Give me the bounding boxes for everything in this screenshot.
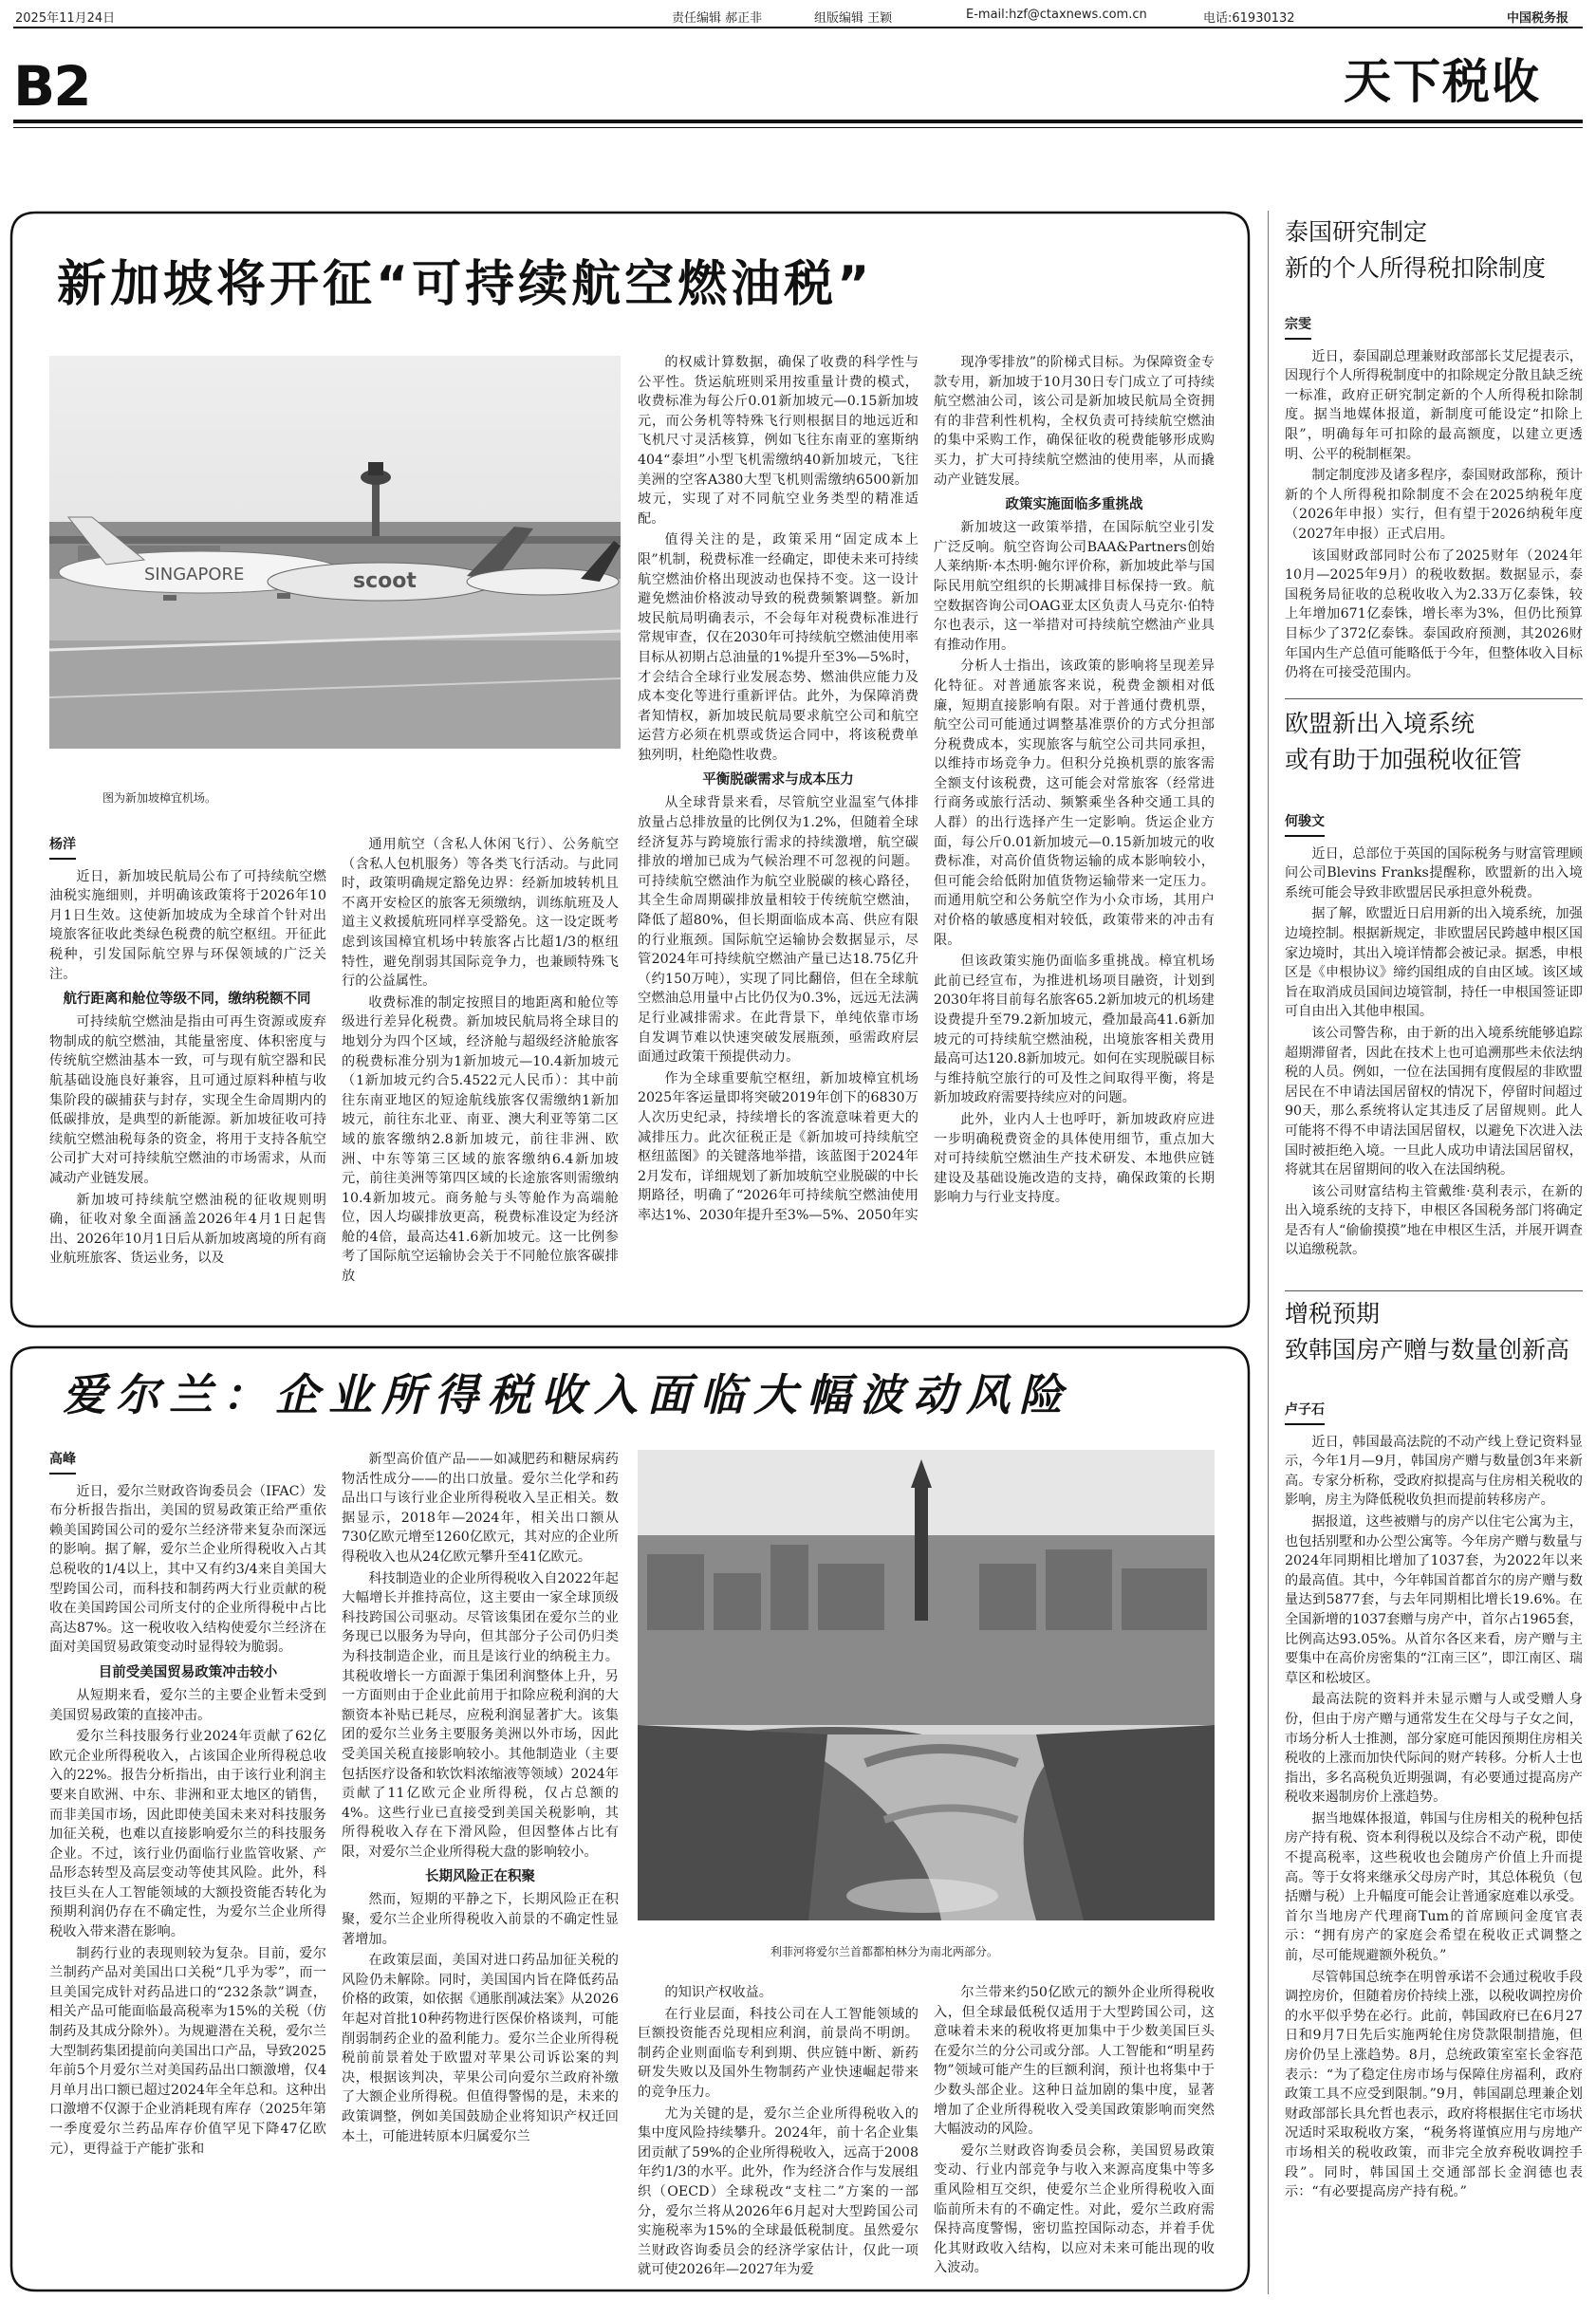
contact-email: E-mail:hzf@ctaxnews.com.cn <box>966 8 1147 22</box>
paragraph: 爱尔兰财政咨询委员会称，美国贸易政策变动、行业内部竞争与收入来源高度集中等多重风险相互交织，使爱尔兰企业所得税收入面临前所未有的不确定性。对此，爱尔兰政府需保持高度警惕，密切监控国际动态，并着手优化其财政收入结构，以应对未来可能出现的收入波动。 <box>934 2142 1215 2276</box>
paragraph: 可持续航空燃油是指由可再生资源或废弃物制成的航空燃油，其能量密度、体积密度与传统航空燃油基本一致，可与现有航空器和民航基础设施良好兼容，且可通过原料种植与收集阶段的碳捕获与封存，实现全生命周期内的低碳排放，是典型的新能源。新加坡征收可持续航空燃油税每条的资金，将用于支持各航空公司扩大对可持续航空燃油的市场需求，从而减动产业链发展。 <box>49 1014 326 1186</box>
paragraph: 近日，韩国最高法院的不动产线上登记资料显示，今年1月—9月，韩国房产赠与数量创3年来新高。专家分析称，受政府拟提高与住房相关税收的影响，房主为降低税收负担而提前转移房产。 <box>1285 1434 1583 1509</box>
side2-body <box>1285 812 1583 1287</box>
side2-title-line1: 欧盟新出入境系统 <box>1285 710 1475 737</box>
paragraph: 制定制度涉及诸多程序，泰国财政部称，预计新的个人所得税扣除制度不会在2025纳税年度（2026年申报）实行，但有望于2026纳税年度（2027年申报）正式启用。 <box>1285 468 1583 542</box>
paragraph: 此外，业内人士也呼吁，新加坡政府应进一步明确税费资金的具体使用细节，重点加大对可持续航空燃油生产技术研发、本地供应链建设及基础设施改造的支持，确保政策的长期影响力与行业支持度。 <box>934 1111 1215 1206</box>
side3-title-line1: 增税预期 <box>1285 1300 1381 1327</box>
paragraph: 现净零排放”的阶梯式目标。为保障资金专款专用，新加坡于10月30日专门成立了可持续航空燃油公司，该公司是新加坡民航局全资拥有的非营利性机构，全权负责可持续航空燃油的集中采购工作，确保征收的税费能够形成购买力，扩大可持续航空燃油的使用率，从而撬动产业链发展。 <box>934 355 1215 488</box>
contact-phone: 电话:61930132 <box>1203 11 1295 26</box>
section-rule-thick <box>13 120 1583 123</box>
side1-body <box>1285 315 1583 695</box>
sidebar-rule-1 <box>1285 698 1583 699</box>
paragraph: 但该政策实施仍面临多重挑战。樟宜机场此前已经宣布，为推进机场项目融资，计划到2030年将目前每名旅客65.2新加坡元的机场建设费提升至79.2新加坡元，叠加最高41.6新加坡元的可持续航空燃油税，出境旅客相关费用最高可达120.8新加坡元。如何在实现脱碳目标与维持航空旅行的可及性之间取得平衡，将是新加坡政府需要持续应对的问题。 <box>934 954 1215 1106</box>
side1-author: 宗雯 <box>1285 315 1311 340</box>
paragraph: 据报道，这些被赠与的房产以住宅公寓为主，也包括别墅和办公型公寓等。今年房产赠与数量与2024年同期相比增加了1037套，为2022年以来的最高值。其中，今年韩国首都首尔的房产赠与数量达到5877套，与去年同期相比增长19.6%。在全国新增的1037套赠与房产中，首尔占1965套，比例高达93.05%。从首尔各区来看，房产赠与主要集中在高价房密集的“江南三区”，即江南区、瑞草区和松坡区。 <box>1285 1513 1583 1686</box>
paragraph: 分析人士指出，该政策的影响将呈现差异化特征。对普通旅客来说，税费金额相对低廉，短期直接影响有限。对于普通付费机票，航空公司可能通过调整基准票价的方式分担部分税费成本，实现旅客与航空公司共同承担，以维持市场竞争力。但积分兑换机票的旅客需全额支付该税费，这可能会对常旅客（经常进行商务或旅行活动、频繁乘坐各种交通工具的人群）的出行选择产生一定影响。货运企业方面，每公斤0.01新加坡元—0.15新加坡元的收费标准，对高价值货物运输的成本影响较小，但可能会给低附加值货物运输带来一定压力。而通用航空和公务航空作为小众市场，其用户对价格的敏感度相对较低，政策带来的冲击有限。 <box>934 658 1215 948</box>
dublin-photo <box>638 1450 1215 1920</box>
article2-column-4 <box>934 1983 1215 2285</box>
paragraph: 在政策层面，美国对进口药品加征关税的风险仍未解除。同时，美国国内旨在降低药品价格的政策，如依据《通胀削减法案》从2026年起对首批10种药物进行医保价格谈判，可能削弱制药企业的盈利能力。爱尔兰企业所得税税前前景着处于欧盟对苹果公司诉讼案的判决，根据该判决，苹果公司向爱尔兰政府补缴了大额企业所得税。但值得警惕的是，未来的政策调整，例如美国鼓励企业将知识产权迁回本土，可能进转原本归属爱尔兰 <box>342 1953 619 2144</box>
editor-credit: 责任编辑 郝正非 <box>672 11 763 26</box>
paragraph: 爱尔兰科技服务行业2024年贡献了62亿欧元企业所得税收入，占该国企业所得税总收入的22%。报告分析指出，由于该行业利润主要来自欧洲、中东、非洲和亚太地区的销售，而非美国市场，因此即使美国未来对科技服务加征关税，也难以直接影响爱尔兰的科技服务企业。不过，该行业仍面临行业监管收紧、产品形态转型及高层变动等使其风险。此外，科技巨头在人工智能领域的大额投资能否转化为预期利润仍存在不确定性，为爱尔兰企业所得税收入带来潜在影响。 <box>49 1729 326 1940</box>
article2-subhead-2: 长期风险正在积聚 <box>425 1869 535 1885</box>
article1-column-4 <box>934 353 1215 1309</box>
section-rule-thin <box>13 127 1583 128</box>
svg-text:scoot: scoot <box>353 569 417 593</box>
article1-author: 杨洋 <box>49 835 76 860</box>
paragraph: 该公司财富结构主管戴维·莫利表示，在新的出入境系统的支持下，申根区各国税务部门将确定是否有人“偷偷摸摸”地在申根区生活，并展开调查以追缴税款。 <box>1285 1183 1583 1258</box>
paragraph: 制药行业的表现则较为复杂。目前，爱尔兰制药产品对美国出口关税“几乎为零”，而一旦美国完成针对药品进口的“232条款”调查，相关产品可能面临最高税率为15%的关税（仿制药及其成分除外）。为规避潜在关税，爱尔兰大型制药集团提前向美国出口产品，导致2025年前5个月爱尔兰对美国药品出口额激增，仅4月单月出口额已超过2024年全年总和。这种出口激增不仅源于企业消耗现有库存（2025年第一季度爱尔兰药品库存价值罕见下降47亿欧元），更得益于产能扩张和 <box>49 1945 326 2157</box>
side3-body <box>1285 1400 1583 2292</box>
section-title: 天下税收 <box>1344 53 1541 109</box>
paragraph: 近日，泰国副总理兼财政部部长艾尼提表示，因现行个人所得税制度中的扣除规定分散且缺乏统一标准，政府正研究制定新的个人所得税扣除制度。据当地媒体报道，新制度可能设定“扣除上限”，明确每年可扣除的最高额度，以建立更透明、公平的税制框架。 <box>1285 348 1583 462</box>
side2-author: 何骏文 <box>1285 812 1325 837</box>
side3-title-line2: 致韩国房产赠与数量创新高 <box>1285 1336 1570 1363</box>
paragraph: 从全球背景来看，尽管航空业温室气体排放量占总排放量的比例仅为1.2%，但随着全球经济复苏与跨境旅行需求的持续激增，航空碳排放的增加已成为气候治理不可忽视的问题。可持续航空燃油作为航空业脱碳的核心路径，其全生命周期碳排放量相较于传统航空燃油，降低了超80%，但长期面临成本高、供应有限的行业瓶颈。国际航空运输协会数据显示，尽管2024年可持续航空燃油产量已达18.75亿升（约150万吨），实现了同比翻倍，但在全球航空燃油总用量中占比仍仅为0.3%，远远无法满足行业减排需求。在此背景下，单纯依靠市场自发调节难以快速突破发展瓶颈，亟需政府层面通过政策干预提供动力。 <box>638 795 919 1066</box>
paragraph: 尽管韩国总统李在明曾承诺不会通过税收手段调控房价，但随着房价持续上涨，以税收调控房价的水平似乎势在必行。此前，韩国政府已在6月27日和9月7日先后实施两轮住房贷款限制措施，但房价仍呈上涨趋势。8月，总统政策室室长金容范表示：“为了稳定住房市场与保障住房福利，政府政策工具不应受到限制。”9月，韩国副总理兼企划财政部部长具允哲也表示，政府将根据住宅市场状况适时采取税收方案，“税务将谨慎应用与房地产市场相关的税收政策，而非完全放弃税收调控手段”。同时，韩国国土交通部部长金润德也表示：“有必要提高房产持有税。” <box>1285 1969 1583 2200</box>
article1-title: 新加坡将开征“可持续航空燃油税” <box>57 256 874 313</box>
side1-title-line2: 新的个人所得税扣除制度 <box>1285 254 1547 282</box>
issue-date: 2025年11月24日 <box>15 11 116 26</box>
paragraph: 然而，短期的平静之下，长期风险正在积聚，爱尔兰企业所得税收入前景的不确定性显著增加。 <box>342 1892 619 1947</box>
paragraph: 尤为关键的是，爱尔兰企业所得税收入的集中度风险持续攀升。2024年，前十名企业集团贡献了59%的企业所得税收入，远高于2008年约1/3的水平。此外，作为经济合作与发展组织（OECD）全球税改“支柱二”方案的一部分，爱尔兰将从2026年6月起对大型跨国公司实施税率为15%的全球最低税制度。虽然爱尔兰财政咨询委员会的经济学家估计，仅此一项就可使2026年—2027年为爱 <box>638 2105 919 2278</box>
paragraph: 近日，总部位于英国的国际税务与财富管理顾问公司Blevins Franks提醒称，欧盟新的出入境系统可能会导致非欧盟居民承担意外税费。 <box>1285 845 1583 900</box>
side1-title-line1: 泰国研究制定 <box>1285 218 1428 246</box>
paragraph: 新加坡可持续航空燃油税的征收规则明确，征收对象全面涵盖2026年4月1日起售出、2026年10月1日后从新加坡离境的所有商业航班旅客、货运业务，以及 <box>49 1192 326 1267</box>
paragraph: 近日，爱尔兰财政咨询委员会（IFAC）发布分析报告指出，美国的贸易政策正给严重依赖美国跨国公司的爱尔兰经济带来复杂而深远的影响。据了解，爱尔兰企业所得税收入占其总税收的1/4以上，其中又有约3/4来自美国大型跨国公司，而科技和制药两大行业贡献的税收在美国跨国公司所支付的企业所得税中占比高达87%。这一税收收入结构使爱尔兰经济在面对美国贸易政策变动时显得较为脆弱。 <box>49 1483 326 1656</box>
article1-column-3 <box>638 353 919 1309</box>
paragraph: 新型高价值产品——如减肥药和糖尿病药物活性成分——的出口放量。爱尔兰化学和药品出口与该行业企业所得税收入呈正相关。数据显示，2018年—2024年，相关出口额从730亿欧元增至1260亿欧元，其对应的企业所得税收入也从24亿欧元攀升至41亿欧元。 <box>342 1452 619 1565</box>
article1-column-2 <box>342 835 619 1309</box>
paragraph: 最高法院的资料并未显示赠与人或受赠人身份，但由于房产赠与通常发生在父母与子女之间，市场分析人士推测，部分家庭可能因预期住房相关税收的上涨而加快代际间的财产转移。分析人士也指出，多名高税负近期强调，有必要通过提高房产税收来遏制房价上涨趋势。 <box>1285 1692 1583 1806</box>
paragraph: 作为全球重要航空枢纽，新加坡樟宜机场2025年客运量即将突破2019年创下的6830万人次历史纪录，持续增长的客流意味着更大的减排压力。此次征税正是《新加坡可持续航空枢纽蓝图》的关键落地举措，该蓝图于2024年2月发布，详细规划了新加坡航空业脱碳的中长期路径，明确了“2026年可持续航空燃油使用率达1%、2030年提升至3%—5%、2050年实 <box>638 1070 919 1223</box>
article2-caption: 利菲河将爱尔兰首都都柏林分为南北两部分。 <box>770 1945 999 1958</box>
side2-title-line2: 或有助于加强税收征管 <box>1285 746 1523 773</box>
header-rule <box>13 27 1583 28</box>
paragraph: 该公司警告称，由于新的出入境系统能够追踪超期滞留者，因此在技术上也可追溯那些未依法纳税的人员。例如，一位在法国拥有度假屋的非欧盟居民在不申请法国居留权的情况下，停留时间超过90天，那么系统将认定其违反了居留规则。此人可能将不得不申请法国居留权，以避免下次进入法国时被拒绝入境。一旦此人成功申请法国居留权，将就其在居留期间的收入在法国纳税。 <box>1285 1025 1583 1178</box>
article1-subhead-2: 平衡脱碳需求与成本压力 <box>702 772 854 788</box>
sidebar-divider <box>1268 211 1269 2294</box>
article2-column-3 <box>638 1983 919 2285</box>
paragraph: 从短期来看，爱尔兰的主要企业暂未受到美国贸易政策的直接冲击。 <box>49 1687 326 1723</box>
paragraph: 近日，新加坡民航局公布了可持续航空燃油税实施细则，并明确该政策将于2026年10月1日生效。这使新加坡成为全球首个针对出境旅客征收此类绿色税费的航空枢纽。开征此税种，引发国际航空界与环保领域的广泛关注。 <box>49 868 326 982</box>
article1-caption: 图为新加坡樟宜机场。 <box>102 791 217 805</box>
article1-subhead-3: 政策实施面临多重挑战 <box>1005 497 1143 513</box>
side3-author: 卢子石 <box>1285 1400 1325 1425</box>
article1-column-1 <box>49 835 326 1309</box>
page-code: B2 <box>13 54 90 119</box>
paragraph: 科技制造业的企业所得税收入自2022年起大幅增长并推持高位，这主要由一家全球顶级科技跨国公司驱动。尽管该集团在爱尔兰的业务现已以服务为导向，但其部分子公司仍归类为科技制造企业，而且是该行业的纳税主力。其税收增长一方面源于集团利润整体上升，另一方面则由于企业此前用于扣除应税利润的大额资本补贴已耗尽，应税利润显著扩大。该集团的爱尔兰业务主要服务美洲以外市场，因此受美国关税直接影响较小。其他制造业（主要包括医疗设备和软饮料浓缩液等领域）2024年贡献了11亿欧元企业所得税，仅占总额的4%。这些行业已直接受到美国关税影响，其所得税收入存在下滑风险，但因整体占比有限，对爱尔兰企业所得税大盘的影响较小。 <box>342 1570 619 1860</box>
paragraph: 通用航空（含私人休闲飞行）、公务航空（含私人包机服务）等各类飞行活动。与此同时，政策明确规定豁免边界：经新加坡转机且不离开安检区的旅客无须缴纳，训练航班及人道主义救援航班同样享受豁免。这一设定既考虑到该国樟宜机场中转旅客占比超1/3的枢纽特性，避免削弱其国际竞争力，也兼顾特殊飞行的公益属性。 <box>342 837 619 990</box>
paragraph: 收费标准的制定按照目的地距离和舱位等级进行差异化税费。新加坡民航局将全球目的地划分为四个区域，经济舱与超级经济舱旅客的税费标准分别为1新加坡元—10.4新加坡元（1新加坡元约合5.4522元人民币）：其中前往东南亚地区的短途航线旅客仅需缴纳1新加坡元，前往东北亚、南亚、澳大利亚等第二区域的旅客缴纳2.8新加坡元，前往非洲、欧洲、中东等第三区域的旅客缴纳6.4新加坡元，前往美洲等第四区域的长途旅客则需缴纳10.4新加坡元。商务舱与头等舱作为高端舱位，因人均碳排放更高，税费标准设定为经济舱的4倍，最高达41.6新加坡元。这一比例参考了国际航空运输协会关于不同舱位旅客碳排放 <box>342 994 619 1285</box>
svg-text:SINGAPORE: SINGAPORE <box>144 565 245 584</box>
paragraph: 的知识产权收益。 <box>664 1985 772 2000</box>
paragraph: 尔兰带来约50亿欧元的额外企业所得税收入，但全球最低税仅适用于大型跨国公司，这意味着未来的税收将更加集中于少数美国巨头在爱尔兰的分公司或分部。人工智能和“明星药物”领域可能产生的巨额利润，预计也将集中于少数头部企业。这种日益加剧的集中度，显著增加了企业所得税收入受美国政策影响而突然大幅波动的风险。 <box>934 1985 1215 2138</box>
paragraph: 新加坡这一政策举措，在国际航空业引发广泛反响。航空咨询公司BAA&Partners创始人莱纳斯·本杰明·鲍尔评价称，新加坡此举与国际民用航空组织的长期减排目标保持一致。航空数据咨询公司OAG亚太区负责人马克尔·伯特尔也表示，这一举措对可持续航空燃油产业具有推动作用。 <box>934 520 1215 653</box>
paragraph: 据了解，欧盟近日启用新的出入境系统，加强边境控制。根据新规定，非欧盟居民跨越申根区国家边境时，其出入境详情都会被记录。据悉，申根区是《申根协议》缔约国组成的自由区域。该区域旨在取消成员国间边境管制，持任一申根国签证即可自由出入其他申根国。 <box>1285 906 1583 1020</box>
article2-title: 爱尔兰：企业所得税收入面临大幅波动风险 <box>63 1369 1072 1420</box>
layout-editor-credit: 组版编辑 王颖 <box>814 11 893 26</box>
article2-subhead-1: 目前受美国贸易政策冲击较小 <box>98 1664 278 1680</box>
sidebar-rule-2 <box>1285 1290 1583 1291</box>
paragraph: 的权威计算数据，确保了收费的科学性与公平性。货运航班则采用按重量计费的模式，收费标准为每公斤0.01新加坡元—0.15新加坡元，而公务机等特殊飞行则根据目的地远近和飞机尺寸灵活核算，例如飞往东南亚的塞斯纳404“泰坦”小型飞机需缴纳40新加坡元，飞往美洲的空客A380大型飞机则需缴纳6500新加坡元，实现了对不同航空业务类型的精准适配。 <box>638 355 919 527</box>
airport-photo <box>49 356 621 749</box>
article2-author: 高峰 <box>49 1450 76 1475</box>
paragraph: 值得关注的是，政策采用“固定成本上限”机制，税费标准一经确定，即使未来可持续航空燃油价格出现波动也保持不变。这一设计避免燃油价格波动导致的税费频繁调整。新加坡民航局明确表示，不会每年对税费标准进行常规审查，仅在2030年可持续航空燃油使用率目标从初期占总油量的1%提升至3%—5%时，才会结合全球行业发展态势、燃油供应能力及成本变化等进行重新评估。此外，为保障消费者知情权，新加坡民航局要求航空公司和航空运营方必须在机票或货运合同中，将该税费单独列明，杜绝隐性收费。 <box>638 532 919 763</box>
paragraph: 据当地媒体报道，韩国与住房相关的税种包括房产持有税、资本利得税以及综合不动产税，即使不提高税率，这些税收也会随房产价值上升而提高。等于女将来继承父母房产时，其总体税负（包括赠与税）上升幅度可能会让普通家庭难以承受。首尔当地房产代理商Tum的首席顾问金度官表示：“拥有房产的家庭会希望在税收正式调整之前，尽可能规避额外税负。” <box>1285 1810 1583 1964</box>
paragraph: 在行业层面，科技公司在人工智能领域的巨额投资能否兑现相应利润，前景尚不明朗。制药企业则面临专利到期、供应链中断、新药研发失败以及国外生物制药产业快速崛起带来的竞争压力。 <box>638 2006 919 2100</box>
paper-name: 中国税务报 <box>1507 11 1569 26</box>
paragraph: 该国财政部同时公布了2025财年（2024年10月—2025年9月）的税收数据。数据显示，泰国税务局征收的总税收收入为2.33万亿泰铢，较上年增加671亿泰铢，增长率为3%，但仍比预算目标少了372亿泰铢。泰国政府预测，其2026财年国内生产总值可能略低于今年，但整体收入目标仍将在可接受范围内。 <box>1285 547 1583 681</box>
article1-subhead-1: 航行距离和舱位等级不同，缴纳税额不同 <box>63 992 311 1008</box>
article2-column-2 <box>342 1450 619 2285</box>
article2-column-1 <box>49 1450 326 2285</box>
